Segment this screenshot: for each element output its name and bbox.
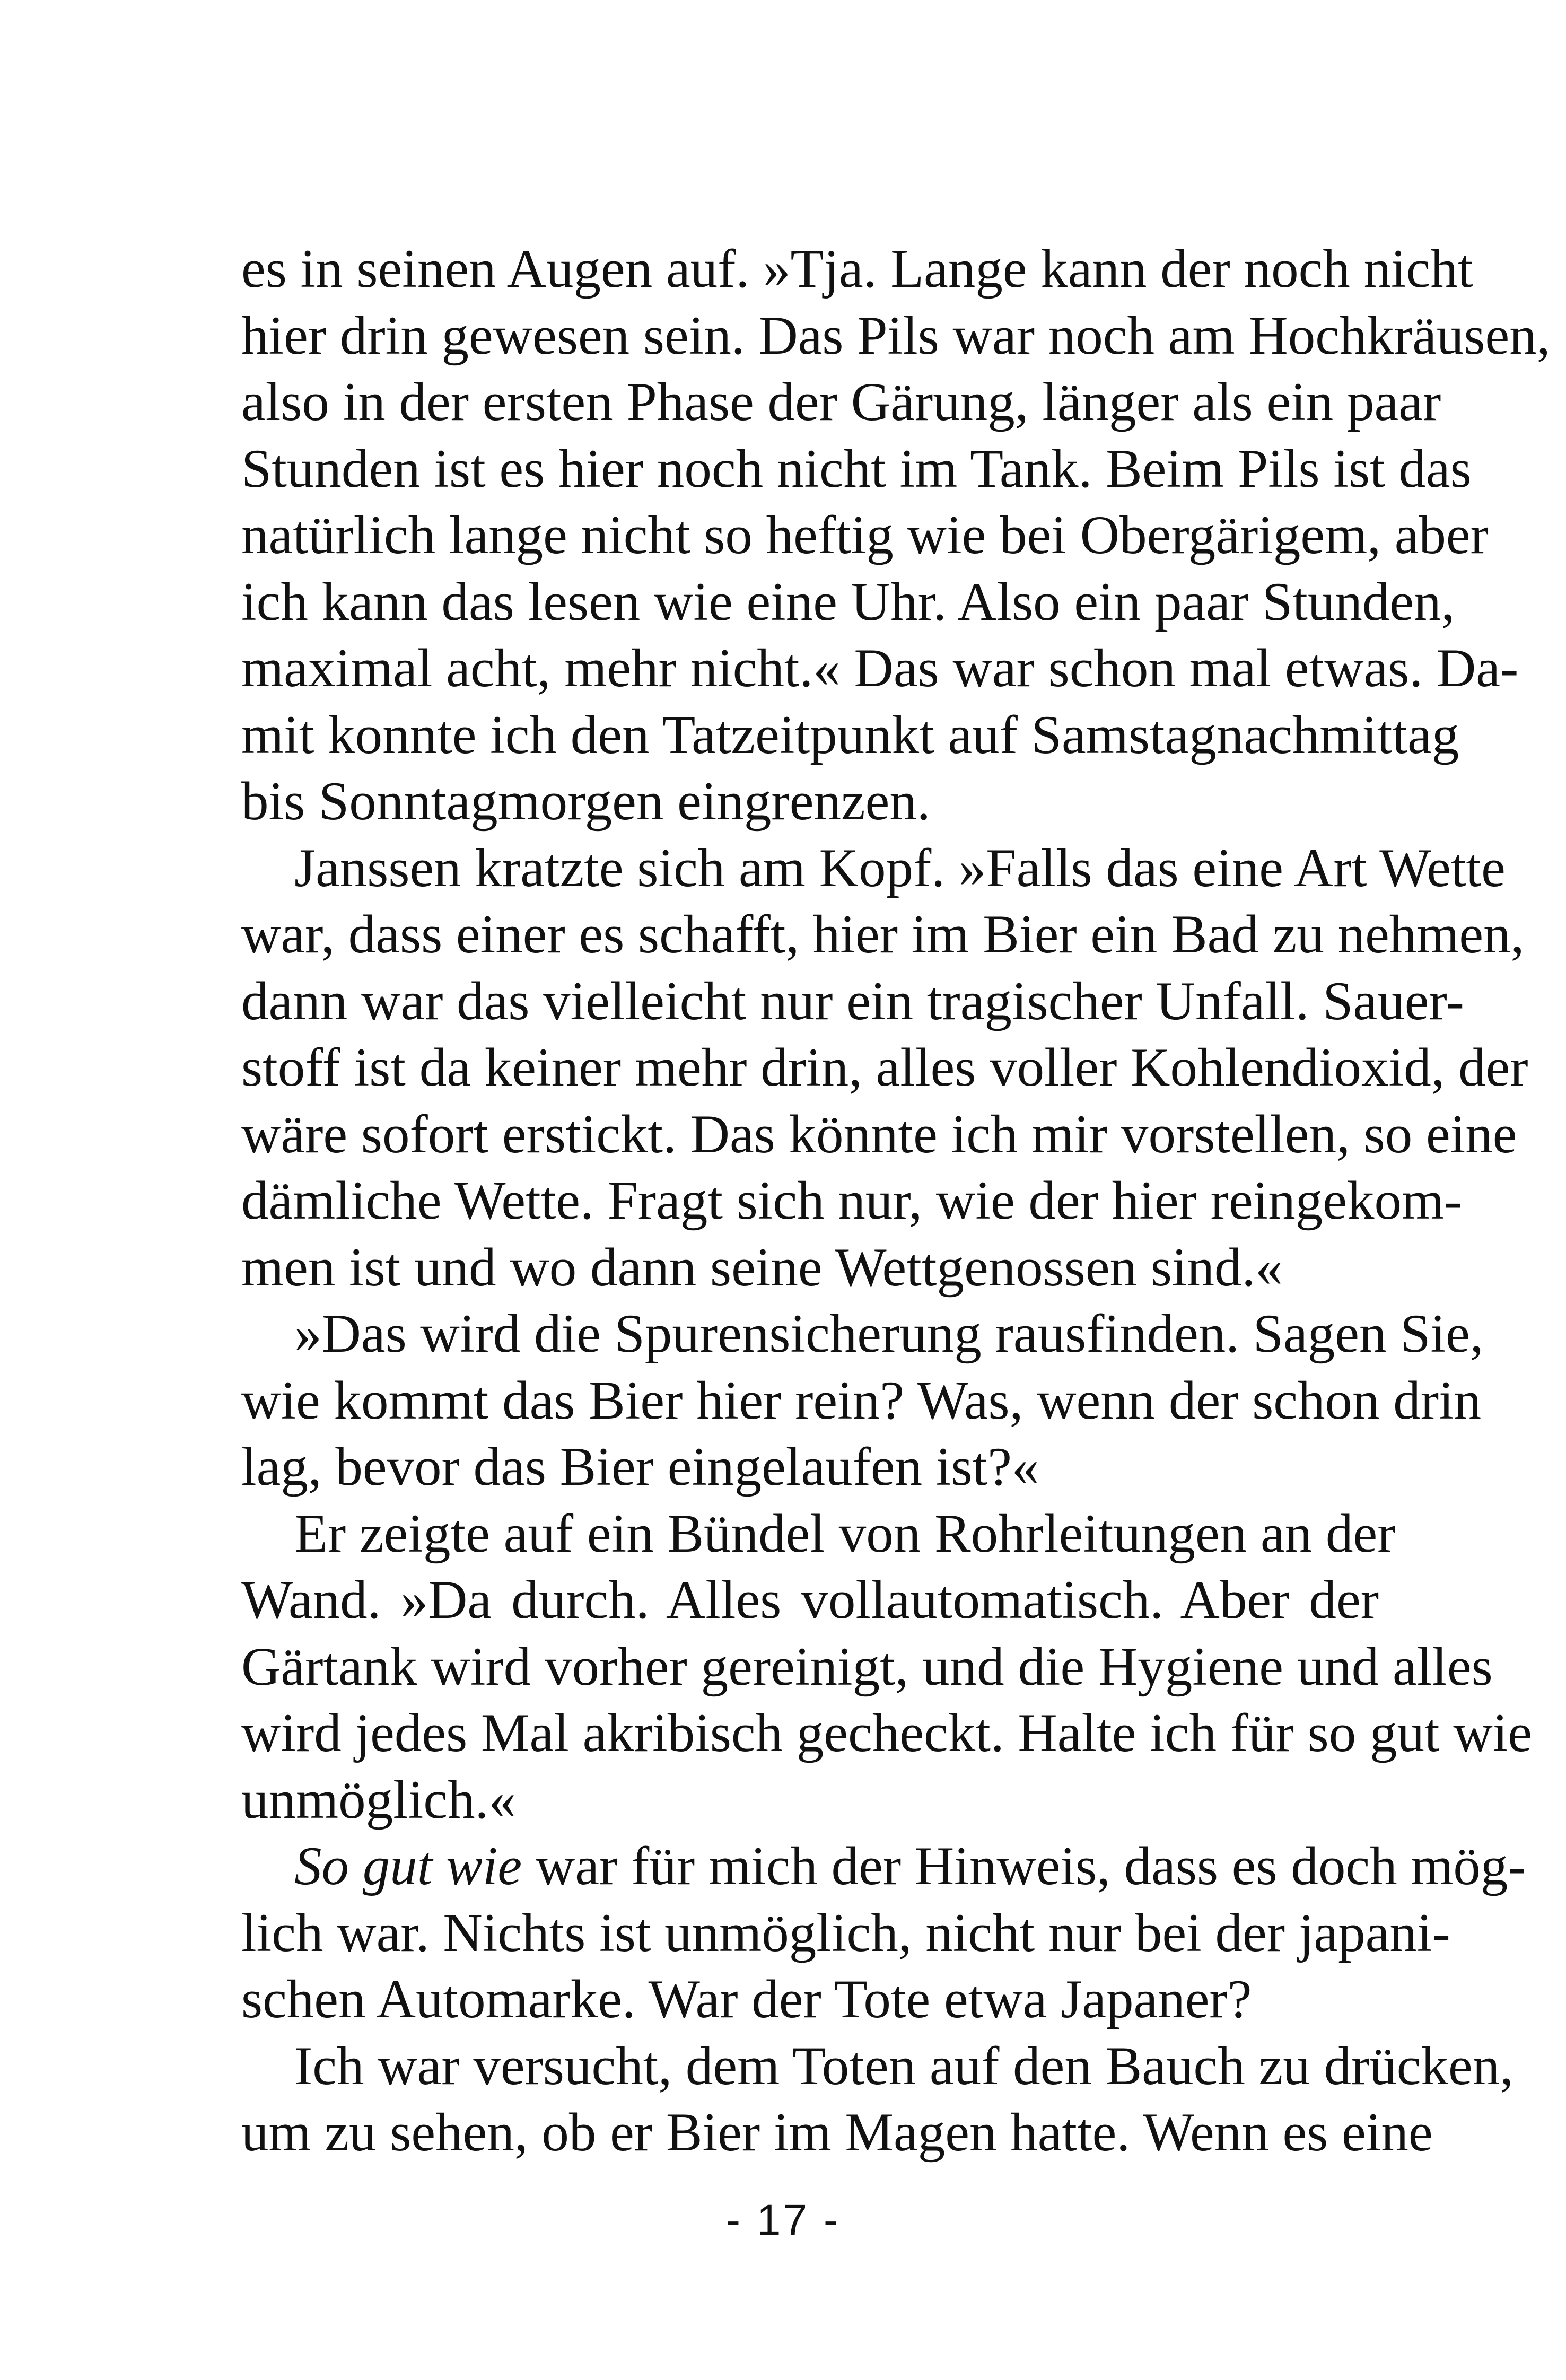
text-line: dann war das vielleicht nur ein tragischer Unfall. Sauer-: [241, 970, 1464, 1031]
text-line: Janssen kratzte sich am Kopf. »Falls das eine Art Wette: [294, 837, 1506, 898]
text-line: hier drin gewesen sein. Das Pils war noch am Hochkräusen,: [241, 305, 1551, 366]
text-line: es in seinen Augen auf. »Tja. Lange kann der noch nicht: [241, 239, 1473, 299]
text-line: »Das wird die Spurensicherung rausfinden. Sagen Sie,: [294, 1303, 1484, 1364]
paragraph: [241, 1501, 1533, 1834]
paragraph: [241, 236, 1551, 835]
text-line: wie kommt das Bier hier rein? Was, wenn der schon drin: [241, 1370, 1482, 1431]
text-line: wäre sofort erstickt. Das könnte ich mir vorstellen, so eine: [241, 1104, 1517, 1165]
text-line: mit konnte ich den Tatzeitpunkt auf Samstagnachmittag: [241, 704, 1459, 765]
text-line: Stunden ist es hier noch nicht im Tank. Beim Pils ist das: [241, 438, 1472, 499]
body-text: [241, 236, 1551, 2166]
page-number: - 17 -: [725, 2196, 841, 2244]
paragraph: [241, 1833, 1526, 2033]
text-line: schen Automarke. War der Tote etwa Japaner?: [241, 1969, 1252, 2029]
text-line: men ist und wo dann seine Wettgenossen sind.«: [241, 1237, 1283, 1298]
paragraph: [241, 2033, 1513, 2166]
paragraph: [241, 835, 1528, 1301]
text-line: um zu sehen, ob er Bier im Magen hatte. Wenn es eine: [241, 2102, 1433, 2163]
text-line: Wand. »Da durch. Alles vollautomatisch. Aber der: [241, 1570, 1379, 1630]
text-line: maximal acht, mehr nicht.« Das war schon mal etwas. Da-: [241, 638, 1519, 698]
text-line: Er zeigte auf ein Bündel von Rohrleitungen an der: [294, 1503, 1396, 1564]
text-line: [241, 1833, 1526, 1900]
italic-phrase: So gut wie: [294, 1836, 522, 1896]
text-line: wird jedes Mal akribisch gecheckt. Halte ich für so gut wie: [241, 1703, 1533, 1763]
text-run: war für mich der Hinweis, dass es doch mög-: [522, 1836, 1526, 1896]
text-line: lich war. Nichts ist unmöglich, nicht nur bei der japani-: [241, 1902, 1450, 1963]
text-line: war, dass einer es schafft, hier im Bier ein Bad zu nehmen,: [241, 904, 1525, 965]
text-line: dämliche Wette. Fragt sich nur, wie der hier reingekom-: [241, 1170, 1463, 1231]
text-line: lag, bevor das Bier eingelaufen ist?«: [241, 1437, 1039, 1497]
text-line: unmöglich.«: [241, 1769, 516, 1830]
text-line: Ich war versucht, dem Toten auf den Bauch zu drücken,: [294, 2035, 1513, 2096]
text-line: natürlich lange nicht so heftig wie bei Obergärigem, aber: [241, 505, 1489, 565]
text-line: also in der ersten Phase der Gärung, länger als ein paar: [241, 372, 1441, 432]
text-line: ich kann das lesen wie eine Uhr. Also ein paar Stunden,: [241, 571, 1455, 632]
text-line: Gärtank wird vorher gereinigt, und die Hygiene und alles: [241, 1636, 1493, 1697]
paragraph: [241, 1301, 1484, 1501]
text-line: bis Sonntagmorgen eingrenzen.: [241, 771, 931, 832]
text-line: stoff ist da keiner mehr drin, alles voller Kohlendioxid, der: [241, 1037, 1528, 1098]
